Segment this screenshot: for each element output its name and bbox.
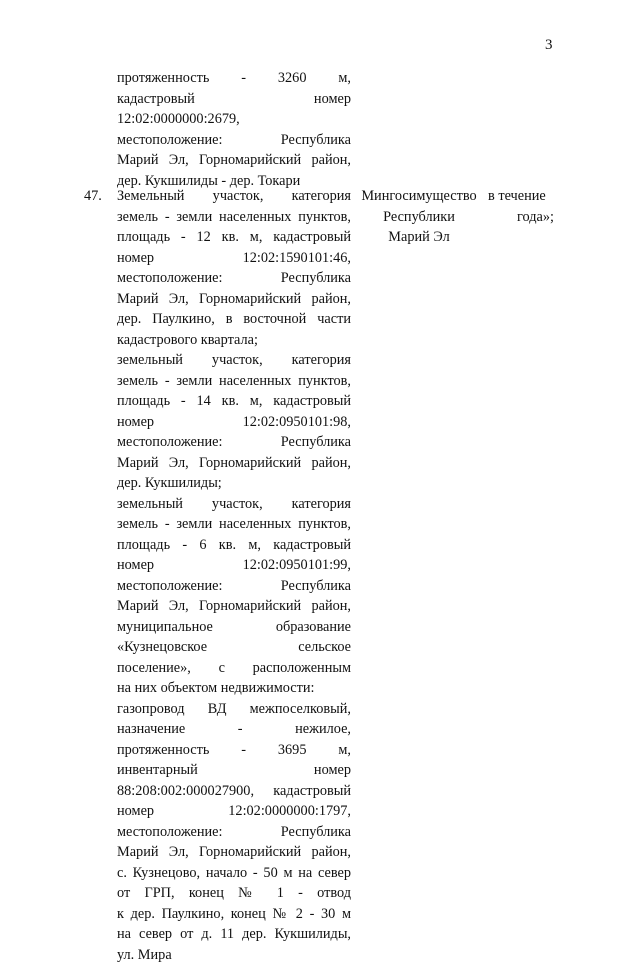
description-line: дер. Паулкино, в восточной части [117,309,351,330]
description-line: дер. Кукшилиды; [117,473,351,494]
description-line: к дер. Паулкино, конец № 2 - 30 м [117,904,351,925]
description-line: на них объектом недвижимости: [117,678,351,699]
description-line: земель - земли населенных пунктов, [117,371,351,392]
description-line: номер 12:02:0000000:1797, [117,801,351,822]
description-line: местоположение: Республика [117,130,351,151]
description-line: кадастрового квартала; [117,330,351,351]
description-line: поселение», с расположенным [117,658,351,679]
description-line: протяженность - 3695 м, [117,740,351,761]
description-line: площадь - 12 кв. м, кадастровый [117,227,351,248]
description-line: газопровод ВД межпоселковый, [117,699,351,720]
description-line: Марий Эл, Горномарийский район, [117,150,351,171]
description-line: номер 12:02:1590101:46, [117,248,351,269]
term-line: в течение [488,186,554,207]
description-line: Марий Эл, Горномарийский район, [117,453,351,474]
description-line: инвентарный номер [117,760,351,781]
description-line: протяженность - 3260 м, [117,68,351,89]
page-number: 3 [545,37,553,54]
description-line: местоположение: Республика [117,822,351,843]
description-line: Марий Эл, Горномарийский район, [117,596,351,617]
authority-line: Республики [358,207,480,228]
description-line: дер. Кукшилиды - дер. Токари [117,171,351,192]
description-line: на север от д. 11 дер. Кукшилиды, [117,924,351,945]
item-term [488,186,554,227]
authority-line: Марий Эл [358,227,480,248]
description-line: кадастровый номер [117,89,351,110]
description-line: муниципальное образование [117,617,351,638]
description-line: номер 12:02:0950101:99, [117,555,351,576]
description-line: номер 12:02:0950101:98, [117,412,351,433]
description-line: с. Кузнецово, начало - 50 м на север [117,863,351,884]
description-line: ул. Мира [117,945,351,965]
description-line: 12:02:0000000:2679, [117,109,351,130]
item-description [117,186,351,965]
description-line: земель - земли населенных пунктов, [117,514,351,535]
description-line: Земельный участок, категория [117,186,351,207]
description-line: площадь - 6 кв. м, кадастровый [117,535,351,556]
description-line: назначение - нежилое, [117,719,351,740]
continued-item-description [117,68,351,191]
description-line: земельный участок, категория [117,350,351,371]
description-line: Марий Эл, Горномарийский район, [117,289,351,310]
description-line: Марий Эл, Горномарийский район, [117,842,351,863]
description-line: земель - земли населенных пунктов, [117,207,351,228]
description-line: площадь - 14 кв. м, кадастровый [117,391,351,412]
description-line: местоположение: Республика [117,268,351,289]
item-number: 47. [84,186,114,207]
description-line: местоположение: Республика [117,576,351,597]
description-line: «Кузнецовское сельское [117,637,351,658]
authority-line: Мингосимущество [358,186,480,207]
description-line: земельный участок, категория [117,494,351,515]
term-line: года»; [488,207,554,228]
item-authority [358,186,480,248]
description-line: от ГРП, конец № 1 - отвод [117,883,351,904]
description-line: 88:208:002:000027900, кадастровый [117,781,351,802]
description-line: местоположение: Республика [117,432,351,453]
